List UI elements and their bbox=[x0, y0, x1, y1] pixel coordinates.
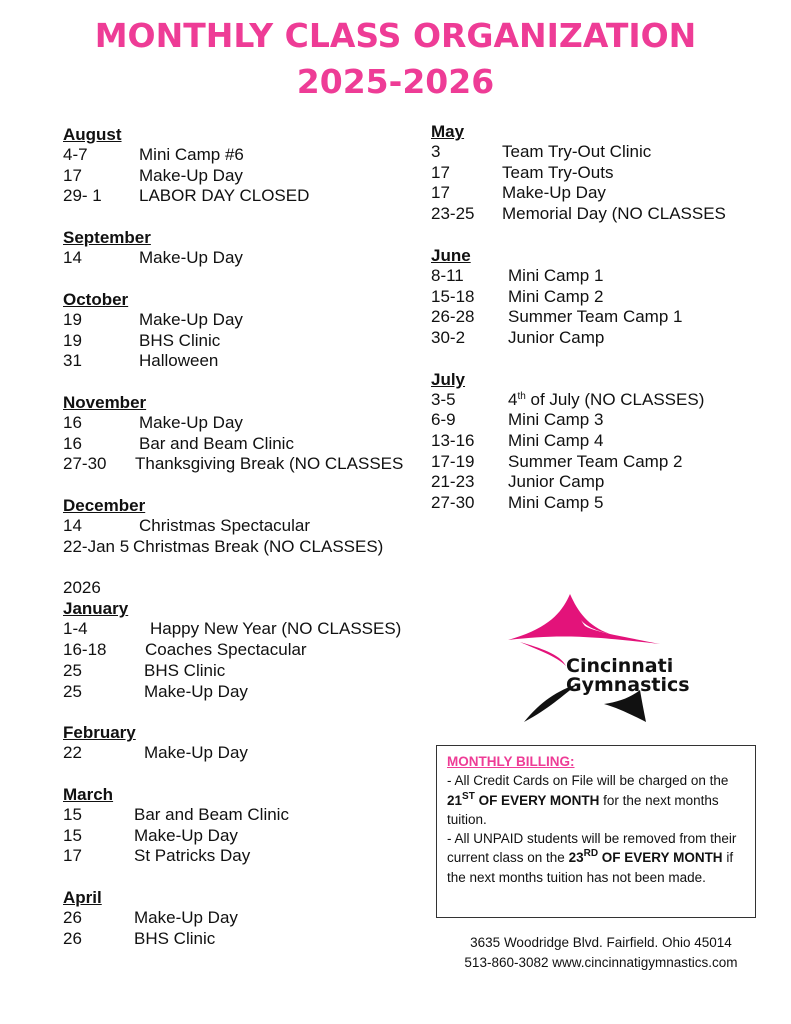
schedule-row bbox=[431, 204, 771, 225]
event-name: BHS Clinic bbox=[134, 928, 216, 948]
month-section-june bbox=[431, 245, 771, 349]
page-subtitle-year: 2025-2026 bbox=[296, 62, 495, 101]
event-name: St Patricks Day bbox=[134, 846, 251, 866]
event-name: Bar and Beam Clinic bbox=[134, 804, 289, 824]
month-section-february bbox=[63, 722, 433, 764]
event-name: BHS Clinic bbox=[139, 330, 221, 350]
month-heading: October bbox=[63, 289, 129, 309]
month-heading: August bbox=[63, 125, 122, 144]
event-name: Make-Up Day bbox=[139, 165, 243, 185]
event-dates: 22-Jan 5 bbox=[63, 536, 130, 556]
month-section-september bbox=[63, 227, 433, 269]
month-heading: July bbox=[431, 369, 466, 389]
left-schedule-column bbox=[63, 124, 433, 969]
event-name: LABOR DAY CLOSED bbox=[139, 186, 310, 206]
event-name: Make-Up Day bbox=[139, 412, 243, 432]
billing-policy-unpaid: - All UNPAID students will be removed from their current class on the 23RD OF EVERY MONTH if the next months tuition has not been made. bbox=[447, 831, 737, 885]
schedule-row bbox=[63, 743, 433, 764]
schedule-row bbox=[431, 410, 771, 431]
month-section-may bbox=[431, 121, 771, 225]
footer-contact: 513-860-3082 www.cincinnatigymnastics.com bbox=[464, 955, 738, 970]
event-dates: 4-7 bbox=[63, 145, 88, 164]
event-name: Make-Up Day bbox=[139, 248, 243, 268]
event-name: Mini Camp 1 bbox=[508, 265, 604, 285]
schedule-row bbox=[63, 846, 433, 867]
event-dates: 15 bbox=[63, 804, 82, 824]
schedule-row bbox=[63, 661, 433, 682]
schedule-row bbox=[431, 266, 771, 287]
cincinnati-gymnastics-logo bbox=[500, 590, 690, 730]
event-name: Make-Up Day bbox=[139, 309, 243, 329]
event-name: Make-Up Day bbox=[144, 681, 248, 701]
event-dates: 25 bbox=[63, 660, 82, 680]
schedule-row bbox=[431, 142, 771, 163]
billing-policy-credit-cards: - All Credit Cards on File will be charged on the 21ST OF EVERY MONTH for the next months tuition. bbox=[447, 773, 729, 827]
event-name: Team Try-Outs bbox=[502, 162, 614, 182]
month-section-july bbox=[431, 369, 771, 514]
event-name: Memorial Day (NO CLASSES bbox=[502, 204, 726, 224]
month-heading: December bbox=[63, 496, 146, 516]
schedule-row bbox=[63, 310, 433, 331]
event-dates: 17 bbox=[63, 846, 82, 866]
logo-text-line1: Cincinnati bbox=[566, 655, 674, 677]
month-section-january bbox=[63, 577, 433, 702]
event-name: Thanksgiving Break (NO CLASSES bbox=[135, 454, 404, 474]
page-title: MONTHLY CLASS ORGANIZATION bbox=[94, 16, 697, 55]
event-dates: 26 bbox=[63, 908, 82, 928]
month-section-april bbox=[63, 887, 433, 949]
schedule-row bbox=[63, 413, 433, 434]
month-section-march bbox=[63, 784, 433, 867]
event-name: Junior Camp bbox=[508, 327, 605, 347]
schedule-row bbox=[431, 431, 771, 452]
event-name: Happy New Year (NO CLASSES) bbox=[150, 619, 402, 639]
event-name: Make-Up Day bbox=[144, 743, 248, 763]
month-section-october bbox=[63, 289, 433, 372]
event-name: Make-Up Day bbox=[134, 908, 238, 928]
billing-heading: MONTHLY BILLING: bbox=[447, 754, 575, 769]
event-name: Mini Camp 3 bbox=[508, 410, 604, 430]
month-heading: May bbox=[431, 122, 465, 141]
schedule-row bbox=[63, 186, 433, 207]
event-name: Make-Up Day bbox=[502, 183, 606, 203]
event-dates: 8-11 bbox=[431, 265, 464, 285]
month-heading: June bbox=[431, 245, 471, 265]
month-section-november bbox=[63, 392, 433, 475]
schedule-row bbox=[431, 287, 771, 308]
event-dates: 22 bbox=[63, 743, 82, 763]
schedule-row bbox=[63, 619, 433, 640]
event-dates: 27-30 bbox=[63, 454, 107, 474]
event-name: Christmas Break (NO CLASSES) bbox=[133, 536, 384, 556]
event-name: Halloween bbox=[139, 351, 219, 371]
event-dates: 13-16 bbox=[431, 431, 475, 451]
event-name: 4th of July (NO CLASSES) bbox=[508, 389, 705, 409]
month-heading: January bbox=[63, 599, 129, 619]
event-dates: 29- 1 bbox=[63, 186, 102, 206]
schedule-row bbox=[431, 390, 771, 411]
event-dates: 16 bbox=[63, 412, 82, 432]
event-name: Mini Camp 5 bbox=[508, 493, 604, 513]
event-dates: 23-25 bbox=[431, 204, 475, 224]
event-name: Mini Camp 4 bbox=[508, 431, 604, 451]
event-dates: 30-2 bbox=[431, 327, 466, 347]
schedule-row bbox=[431, 163, 771, 184]
schedule-row bbox=[63, 516, 433, 537]
event-name: BHS Clinic bbox=[144, 660, 226, 680]
schedule-row bbox=[63, 826, 433, 847]
event-dates: 19 bbox=[63, 330, 82, 350]
event-dates: 25 bbox=[63, 681, 82, 701]
event-name: Make-Up Day bbox=[134, 825, 238, 845]
schedule-row bbox=[63, 166, 433, 187]
event-dates: 15-18 bbox=[431, 286, 475, 306]
event-name: Team Try-Out Clinic bbox=[502, 142, 652, 161]
event-dates: 27-30 bbox=[431, 493, 475, 513]
event-dates: 31 bbox=[63, 351, 82, 371]
schedule-row bbox=[63, 908, 433, 929]
event-name: Christmas Spectacular bbox=[139, 516, 311, 536]
month-heading: April bbox=[63, 888, 102, 908]
schedule-row bbox=[63, 682, 433, 703]
event-dates: 14 bbox=[63, 248, 82, 268]
event-name: Bar and Beam Clinic bbox=[139, 433, 294, 453]
schedule-row bbox=[431, 328, 771, 349]
schedule-row bbox=[63, 434, 433, 455]
event-name: Junior Camp bbox=[508, 472, 605, 492]
event-dates: 15 bbox=[63, 825, 82, 845]
schedule-row bbox=[63, 805, 433, 826]
event-dates: 26 bbox=[63, 928, 82, 948]
schedule-row bbox=[63, 640, 433, 661]
event-dates: 26-28 bbox=[431, 307, 475, 327]
month-heading: November bbox=[63, 392, 147, 412]
schedule-row bbox=[63, 145, 433, 166]
schedule-row bbox=[431, 307, 771, 328]
event-dates: 19 bbox=[63, 309, 82, 329]
event-dates: 17-19 bbox=[431, 451, 475, 471]
event-dates: 17 bbox=[431, 183, 450, 203]
schedule-row bbox=[63, 537, 433, 558]
event-dates: 3-5 bbox=[431, 389, 456, 409]
event-dates: 16 bbox=[63, 433, 82, 453]
event-dates: 6-9 bbox=[431, 410, 456, 430]
schedule-row bbox=[63, 248, 433, 269]
event-name: Coaches Spectacular bbox=[145, 640, 307, 660]
schedule-row bbox=[63, 331, 433, 352]
event-dates: 1-4 bbox=[63, 619, 88, 639]
event-dates: 3 bbox=[431, 142, 441, 161]
schedule-row bbox=[431, 452, 771, 473]
event-dates: 21-23 bbox=[431, 472, 475, 492]
event-name: Mini Camp 2 bbox=[508, 286, 604, 306]
schedule-row bbox=[63, 351, 433, 372]
event-name: Summer Team Camp 2 bbox=[508, 451, 683, 471]
event-dates: 17 bbox=[63, 165, 82, 185]
month-heading: March bbox=[63, 784, 114, 804]
year-label: 2026 bbox=[63, 578, 101, 598]
schedule-row bbox=[431, 472, 771, 493]
event-dates: 16-18 bbox=[63, 640, 107, 660]
footer-address: 3635 Woodridge Blvd. Fairfield. Ohio 45014 bbox=[470, 935, 732, 950]
event-name: Mini Camp #6 bbox=[139, 145, 244, 164]
schedule-row bbox=[431, 493, 771, 514]
event-name: Summer Team Camp 1 bbox=[508, 307, 683, 327]
schedule-row bbox=[63, 929, 433, 950]
schedule-row bbox=[431, 183, 771, 204]
right-schedule-column bbox=[431, 121, 771, 534]
month-section-december bbox=[63, 495, 433, 557]
month-section-august bbox=[63, 124, 433, 207]
event-dates: 14 bbox=[63, 516, 82, 536]
schedule-row bbox=[63, 454, 433, 475]
event-dates: 17 bbox=[431, 162, 450, 182]
month-heading: September bbox=[63, 228, 151, 248]
logo-text-line2: Gymnastics bbox=[566, 674, 690, 696]
month-heading: February bbox=[63, 723, 136, 743]
monthly-billing-box bbox=[436, 745, 756, 918]
